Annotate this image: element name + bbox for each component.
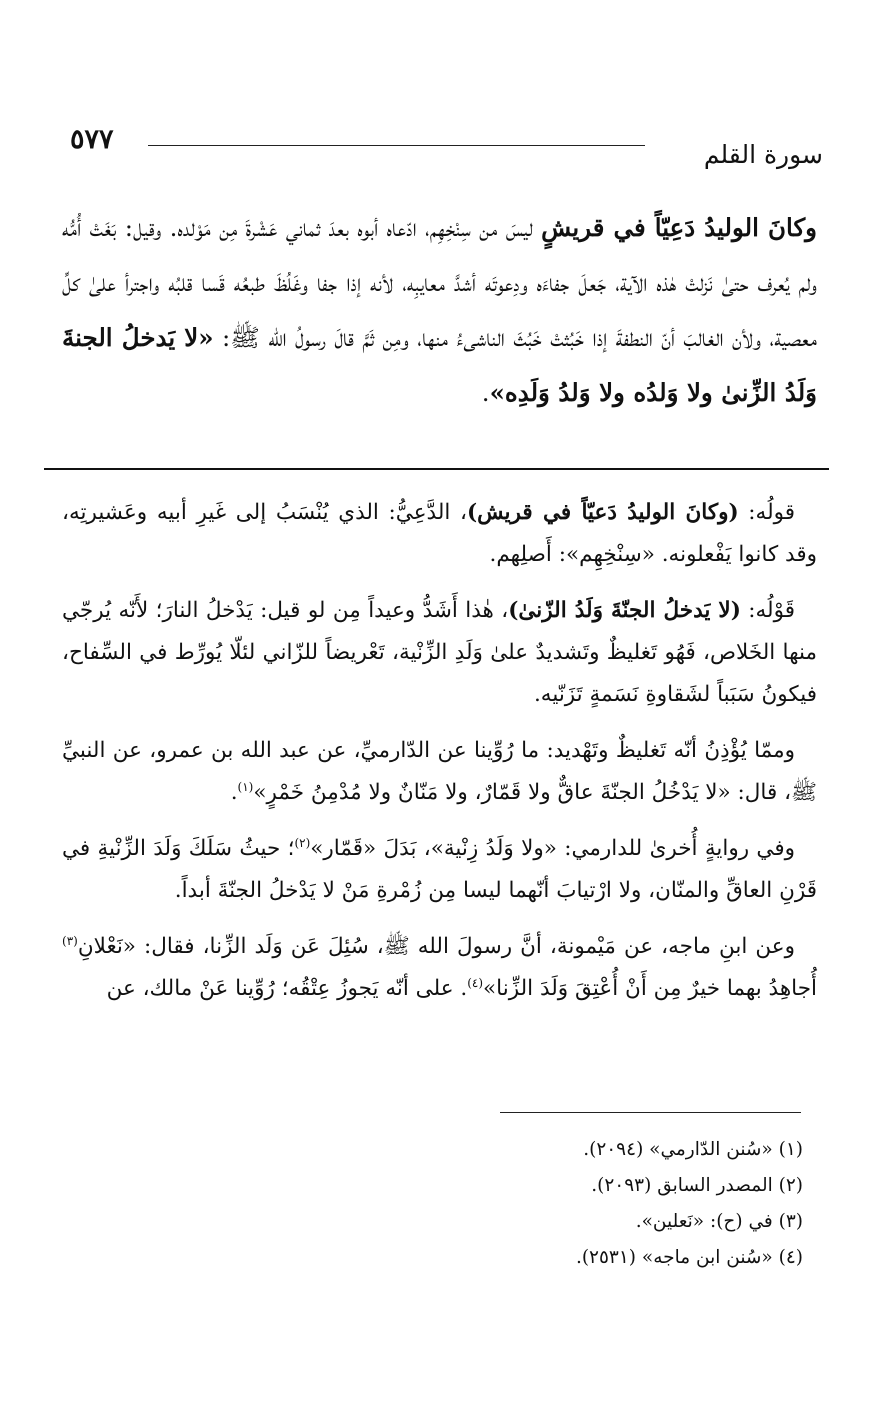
commentary-quote: (لا يَدخلُ الجنّةَ وَلَدُ الزّنىٰ) xyxy=(508,598,741,623)
footnote-item: (٢) المصدر السابق (٢٠٩٣). xyxy=(591,1175,803,1196)
commentary-prefix: قولُه: xyxy=(738,500,796,525)
section-divider xyxy=(44,468,829,470)
commentary-paragraph xyxy=(62,590,817,716)
main-end-mark: . xyxy=(481,378,490,407)
commentary-text: . xyxy=(230,780,238,805)
commentary-text: ، الدَّعِيُّ: الذي يُنْسَبُ إلى غَيرِ أبيه وعَشيرتِه، وقد كانوا يَفْعلونه. «سِنْخِهِم»: أَصلِهم. xyxy=(62,500,817,567)
footnote-item: (١) «سُنن الدّارمي» (٢٠٩٤). xyxy=(583,1139,803,1160)
surah-title: سورة القلم xyxy=(703,140,823,169)
page-number: ٥٧٧ xyxy=(70,124,114,155)
commentary-text: وممّا يُؤْذِنُ أنّه تَغليظٌ وتَهْديد: ما رُوِّينا عن الدّارميِّ، عن عبد الله بن عمرو، عن النبيِّ ﷺ، قال: «لا يَدْخُلُ الجنّةَ عاقٌّ ولا قَمّارٌ، ولا مَنّانٌ ولا مُدْمِنُ خَمْرٍ» xyxy=(62,738,817,805)
main-body-text: ليسَ من سِنْخِهِم، ادّعاه أبوه بعدَ ثماني عَشْرةَ مِن مَوْلده. وقيل: بَغَتْ أُمُّه ولم يُعرف حتىٰ نَزلتْ هٰذه الآية، جَعلَ جفاءَه ودِعوتَه أشدَّ معايبِه، لأنه إذا جفا وغَلُظَ طبعُه قَسا قلبُه واجترأ علىٰ كلِّ معصية، ولأن الغالبَ أنّ النطفةَ إذا خَبُثتْ خَبُثَ الناشىءُ منها، ومِن ثَمَّ قالَ رسولُ الله ﷺ: xyxy=(62,213,818,352)
commentary-paragraph xyxy=(62,828,817,912)
commentary-text: أُجاهِدُ بهما خيرٌ مِن أَنْ أُعْتِقَ وَلَدَ الزِّنا» xyxy=(483,976,817,1001)
commentary-text: وعن ابنِ ماجه، عن مَيْمونة، أنَّ رسولَ الله ﷺ، سُئِلَ عَن وَلَد الزِّنا، فقال: «نَعْلانِ xyxy=(77,934,795,959)
main-text-block xyxy=(62,200,817,420)
main-lead-phrase: وكانَ الوليدُ دَعِيّاً في قريشٍ xyxy=(541,213,817,242)
main-paragraph xyxy=(62,200,817,420)
commentary-paragraph xyxy=(62,926,817,1010)
page-header xyxy=(70,124,823,192)
commentary-paragraph xyxy=(62,492,817,576)
footnotes-block xyxy=(62,1132,803,1276)
footnote-item: (٣) في (ح): «نَعلين». xyxy=(635,1211,803,1232)
commentary-prefix: قَوْلُه: xyxy=(740,598,795,623)
commentary-block xyxy=(62,492,817,1024)
footnote-reference[interactable]: (٣) xyxy=(62,933,78,948)
commentary-text: . على أنّه يَجوزُ عِتْقُه؛ رُوِّينا عَنْ مالك، عن xyxy=(106,976,468,1001)
footnote-item: (٤) «سُنن ابن ماجه» (٢٥٣١). xyxy=(575,1247,803,1268)
main-hadith-quote: «لا يَدخلُ الجنةَ وَلَدُ الزِّنىٰ ولا وَلدُه ولا وَلدُ وَلَدِه» xyxy=(62,323,817,407)
commentary-text: وفي روايةٍ أُخرىٰ للدارمي: «ولا وَلَدُ زِنْية»، بَدَلَ «قَمّار» xyxy=(310,836,796,861)
commentary-paragraph xyxy=(62,730,817,814)
footnote-reference[interactable]: (٤) xyxy=(467,975,484,990)
commentary-text: ، هٰذا أَشَدُّ وعيداً مِن لو قيل: يَدْخلُ النارَ؛ لأَنّه يُرجّي منها الخَلاص، فَهُو تَغليظٌ وتَشديدٌ علىٰ وَلَدِ الزِّنْية، تَعْريضاً للزّاني لئلّا يُورِّط في السِّفاح، فيكونُ سَبَباً لشَقاوةِ نَسَمةٍ تَزَنّيه. xyxy=(62,598,817,707)
commentary-text: ؛ حيثُ سَلَكَ وَلَدَ الزِّنْيةِ في قَرْنِ العاقِّ والمنّان، ولا ارْتيابَ أنّهما ليسا مِن زُمْرةِ مَنْ لا يَدْخلُ الجنّةَ أبداً. xyxy=(62,836,817,903)
commentary-quote: (وكانَ الوليدُ دَعيّاً في قريش) xyxy=(466,500,739,525)
footnote-reference[interactable]: (١) xyxy=(237,779,254,794)
footnote-divider xyxy=(500,1112,801,1113)
footnote-reference[interactable]: (٢) xyxy=(294,835,311,850)
header-divider xyxy=(148,145,645,146)
